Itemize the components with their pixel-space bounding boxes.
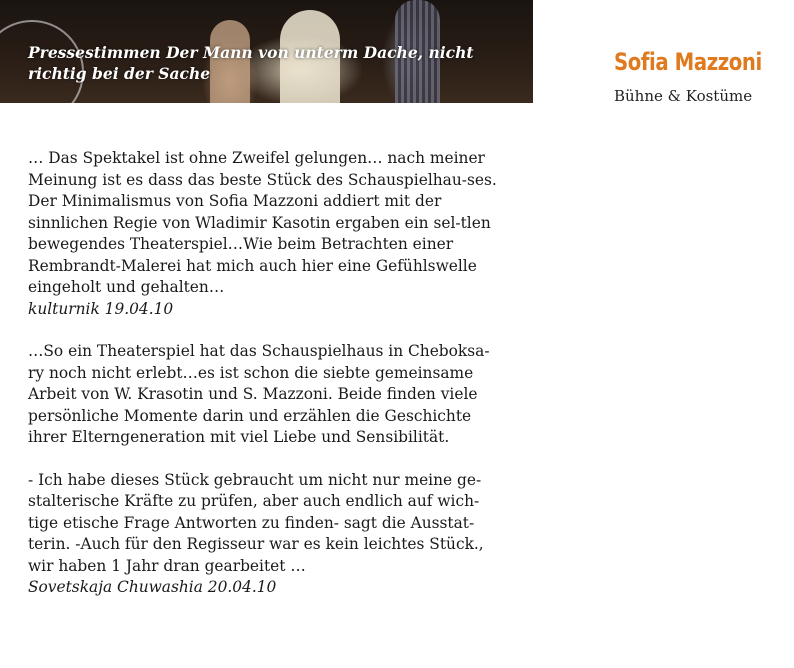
review-text: … Das Spektakel ist ohne Zweifel gelungen… nach meiner Meinung ist es dass das beste Stück des Schauspielhau-ses. Der Minimalismus von Sofia Mazzoni addiert mit der sinnlichen Regie von Wladimir Kasotin ergaben ein sel-tlen bewegendes Theaterspiel…Wie beim Betrachten einer Rembrandt-Malerei hat mich auch hier eine Gefühlswelle eingeholt und gehalten… — [28, 149, 497, 296]
review-source: Sovetskaja Chuwashia 20.04.10 — [28, 578, 277, 596]
press-reviews — [28, 148, 498, 620]
review-item-1 — [28, 148, 498, 320]
header-banner-photo — [0, 0, 533, 103]
review-item-2 — [28, 341, 498, 449]
review-text: …So ein Theaterspiel hat das Schauspielhaus in Cheboksa-ry noch nicht erlebt…es ist schon die siebte gemeinsame Arbeit von W. Krasotin und S. Mazzoni. Beide finden viele persönliche Momente darin und erzählen die Geschichte ihrer Elterngeneration mit viel Liebe und Sensibilität. — [28, 342, 490, 446]
review-text: - Ich habe dieses Stück gebraucht um nicht nur meine ge-stalterische Kräfte zu prüfen, aber auch endlich auf wich-tige etische Frage Antworten zu finden- sagt die Ausstat-terin. -Auch für den Regisseur war es kein leichtes Stück., wir haben 1 Jahr dran gearbeitet … — [28, 470, 484, 575]
page-title: Pressestimmen Der Mann von unterm Dache, nicht richtig bei der Sache — [28, 43, 474, 83]
review-item-3 — [28, 470, 498, 599]
brand-subtitle: Bühne & Kostüme — [614, 87, 753, 105]
brand-logo-text[interactable]: Sofia Mazzoni — [614, 48, 762, 76]
review-source: kulturnik 19.04.10 — [28, 299, 174, 318]
